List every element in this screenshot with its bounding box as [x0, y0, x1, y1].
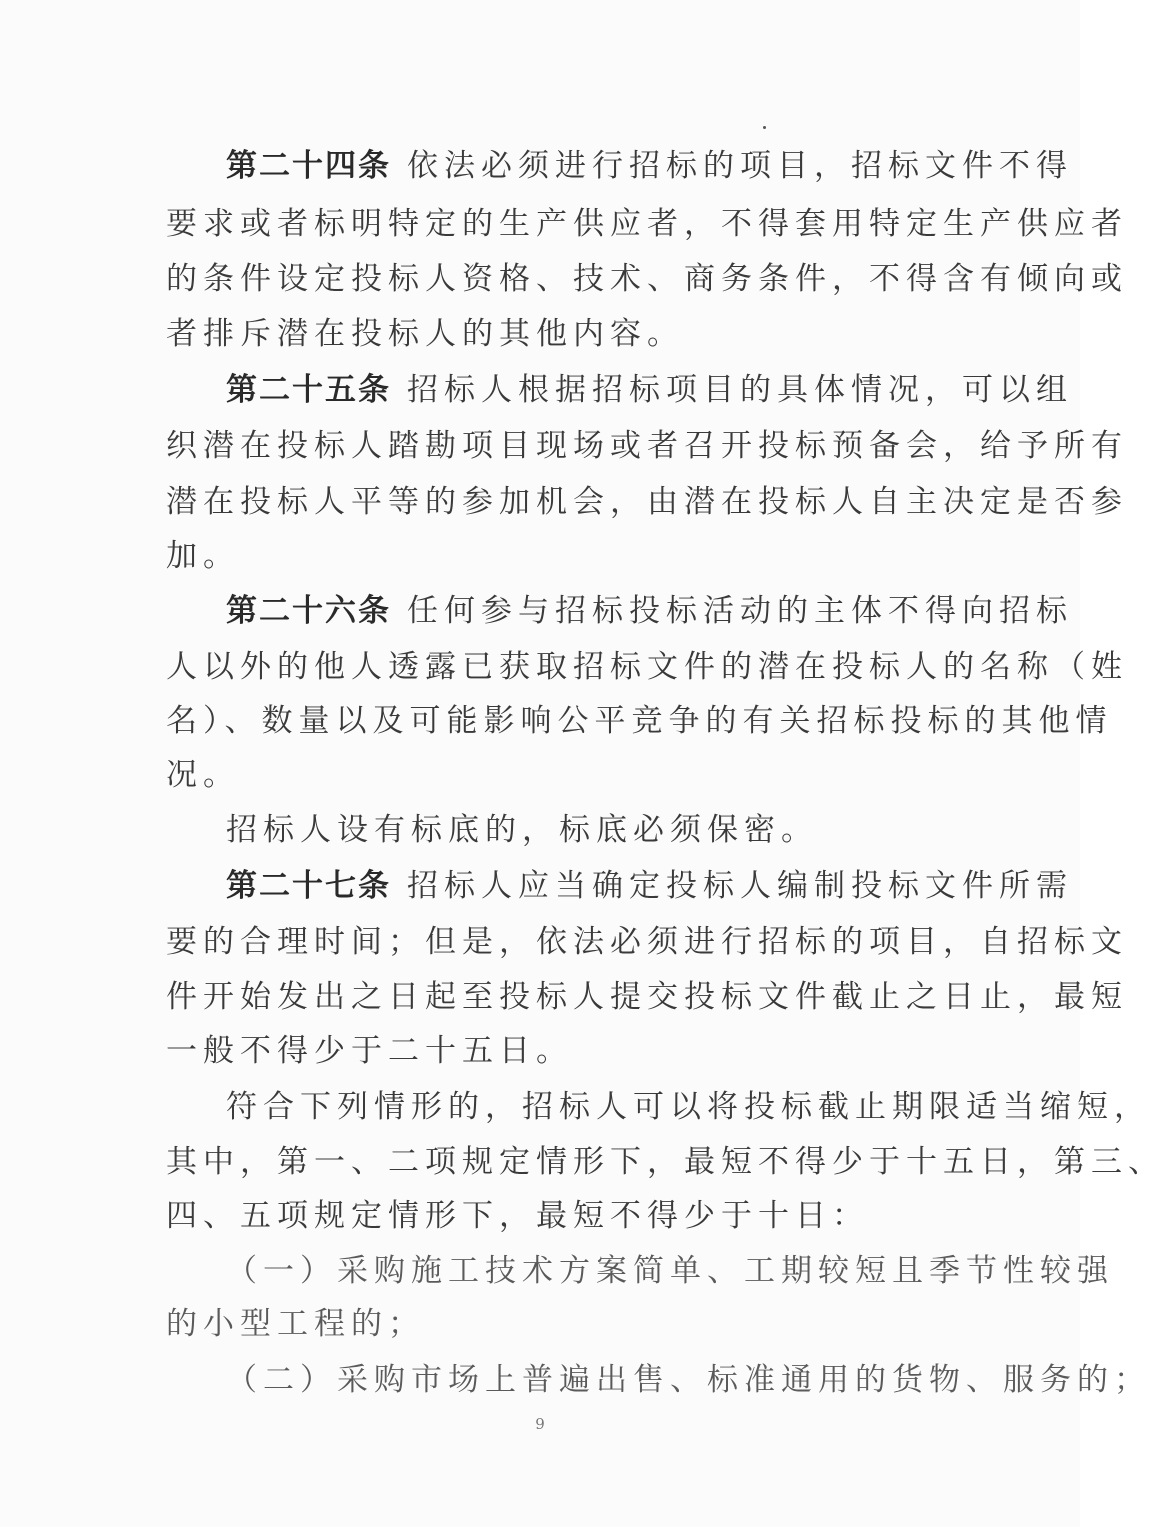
scan-speck	[763, 126, 766, 129]
article-26-line: 人以外的他人透露已获取招标文件的潜在投标人的名称（姓	[166, 649, 1128, 685]
article-25-line: 潜在投标人平等的参加机会，由潜在投标人自主决定是否参	[166, 484, 1128, 520]
article-27-paragraph-line: 四、五项规定情形下，最短不得少于十日：	[166, 1198, 869, 1234]
page-number: 9	[535, 1415, 545, 1433]
article-26-heading: 第二十六条	[226, 593, 391, 629]
article-27-line: 要的合理时间；但是，依法必须进行招标的项目，自招标文	[166, 924, 1128, 960]
list-item-1: （一）采购施工技术方案简单、工期较短且季节性较强	[226, 1253, 1114, 1289]
article-27-paragraph-line: 符合下列情形的，招标人可以将投标截止期限适当缩短，	[226, 1089, 1151, 1125]
article-27-paragraph-line: 其中，第一、二项规定情形下，最短不得少于十五日，第三、	[166, 1144, 1165, 1180]
article-26-first-line	[226, 593, 1073, 629]
article-25-line: 加。	[166, 538, 240, 574]
article-24-text: 依法必须进行招标的项目，招标文件不得	[407, 148, 1073, 184]
article-27-line: 一般不得少于二十五日。	[166, 1033, 573, 1069]
article-24-line: 要求或者标明特定的生产供应者，不得套用特定生产供应者	[166, 206, 1128, 242]
list-item-2: （二）采购市场上普遍出售、标准通用的货物、服务的；	[226, 1362, 1151, 1398]
article-24-first-line	[226, 148, 1073, 184]
article-24-line: 者排斥潜在投标人的其他内容。	[166, 316, 684, 352]
article-26-text: 任何参与招标投标活动的主体不得向招标	[407, 593, 1073, 629]
article-26-paragraph: 招标人设有标底的，标底必须保密。	[226, 812, 818, 848]
article-24-heading: 第二十四条	[226, 148, 391, 184]
article-25-first-line	[226, 372, 1073, 408]
article-25-text: 招标人根据招标项目的具体情况，可以组	[407, 372, 1073, 408]
article-27-first-line	[226, 868, 1073, 904]
article-25-line: 织潜在投标人踏勘项目现场或者召开投标预备会，给予所有	[166, 428, 1128, 464]
article-25-heading: 第二十五条	[226, 372, 391, 408]
article-24-line: 的条件设定投标人资格、技术、商务条件，不得含有倾向或	[166, 261, 1128, 297]
article-26-line: 况。	[166, 757, 240, 793]
article-27-text: 招标人应当确定投标人编制投标文件所需	[407, 868, 1073, 904]
article-27-line: 件开始发出之日起至投标人提交投标文件截止之日止，最短	[166, 979, 1128, 1015]
list-item-1-continuation: 的小型工程的；	[166, 1306, 425, 1342]
article-27-heading: 第二十七条	[226, 868, 391, 904]
article-26-line: 名）、数量以及可能影响公平竞争的有关招标投标的其他情	[166, 703, 1113, 739]
